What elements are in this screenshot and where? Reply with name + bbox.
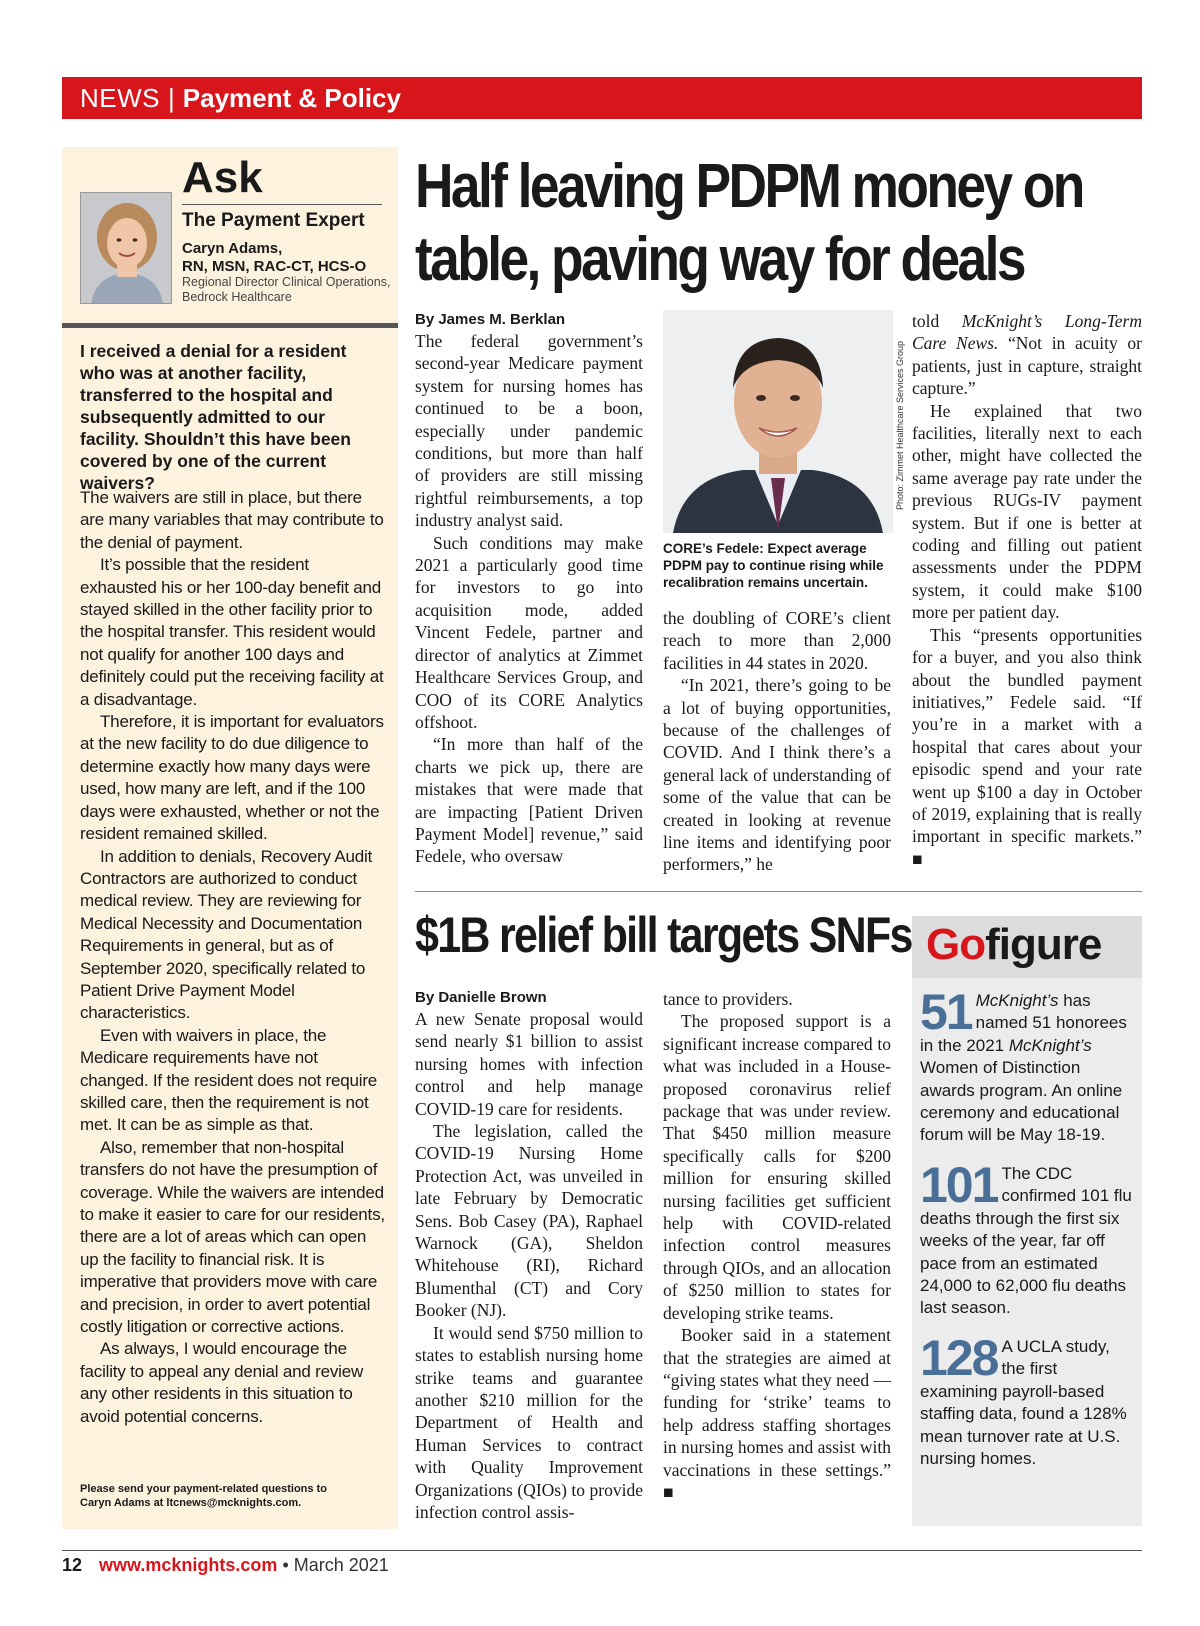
expert-portrait: [80, 192, 172, 304]
send-note-line: Caryn Adams at ltcnews@mcknights.com.: [80, 1497, 302, 1509]
stat-text: The CDC confirmed 101 flu deaths through the first six weeks of the year, far off pace from an estimated 24,000 to 62,000 flu deaths last season.: [920, 1164, 1132, 1318]
article2-headline: $1B relief bill targets SNFs: [415, 907, 912, 963]
article-paragraph: He explained that two facilities, literally next to each other, might have collected the same average pay rate under the previous RUGs-IV payment system. But if one is better at coding and filling out patient assessments under the PDPM system, it could make $100 more per patient day.: [912, 400, 1142, 623]
article-column-3: [912, 310, 1142, 870]
stat-text: A UCLA study, the first examining payroll-based staffing data, found a 128% mean turnover rate at U.S. nursing homes.: [920, 1337, 1127, 1469]
publication-name: McKnight’s: [1008, 1035, 1092, 1055]
article-paragraph: “In more than half of the charts we pick up, there are mistakes that were made that are impacting [Patient Driven Payment Model] revenue,” said Fedele, who oversaw: [415, 734, 643, 867]
article-paragraph: [912, 310, 1142, 400]
article-paragraph: Booker said in a statement that the strategies are aimed at “giving states what they need — funding for ‘strike’ teams to help address staffing shortages in nursing homes and assist with vaccinations in these settings.” ■: [663, 1325, 891, 1502]
publication-name: McKnight’s: [975, 991, 1059, 1010]
ask-rule: [182, 204, 382, 205]
go-figure-title: [926, 920, 1101, 970]
article-paragraph: The federal government’s second-year Medicare payment system for nursing homes has continued to be a boon, especially under pandemic conditions, but more than half of providers are still missing rightful reimbursements, a top industry analyst said.: [415, 331, 643, 531]
article-paragraph: A new Senate proposal would send nearly $1 billion to assist nursing homes with infection control and help manage COVID-19 care for residents.: [415, 1009, 643, 1119]
figure-word: figure: [985, 920, 1102, 969]
expert-title: The Payment Expert: [182, 210, 365, 231]
article-paragraph: “In 2021, there’s going to be a lot of buying opportunities, because of the challenges of COVID. And I think there’s a general lack of understanding of some of the value that can be created in looking at revenue line items and identifying poor performers,” he: [663, 675, 891, 875]
page-number: 12: [62, 1555, 83, 1575]
expert-company: Bedrock Healthcare: [182, 290, 292, 304]
issue-date: March 2021: [293, 1555, 389, 1575]
stat-text: has named 51 honorees in the 2021: [920, 991, 1127, 1055]
answer-paragraph: The waivers are still in place, but there are many variables that may contribute to the denial of payment.: [80, 488, 384, 552]
page-footer: [62, 1555, 389, 1576]
expert-credentials: RN, MSN, RAC-CT, HCS-O: [182, 258, 367, 275]
publication-name: McKnight’s Long-Term Care News.: [912, 311, 1142, 354]
ask-expert-sidebar: [62, 147, 398, 1529]
article-paragraph: The proposed support is a significant increase compared to what was included in a House-proposed coronavirus relief package that was under review. That $450 million measure specifically calls for $200 million for ensuring skilled nursing facilities get sufficient help with COVID-related infection control measures through QIOs, and an allocation of $250 million to states for developing strike teams.: [663, 1011, 891, 1323]
article-divider: [415, 891, 1142, 892]
go-figure-header: [912, 916, 1142, 978]
website-link[interactable]: www.mcknights.com: [99, 1555, 278, 1575]
article2-column-2: [663, 988, 891, 1503]
reader-question: I received a denial for a resident who was at another facility, transferred to the hospital and subsequently admitted to our facility. Shouldn’t this have been covered by one of the current waivers?: [80, 341, 351, 493]
article2-column-1: [415, 988, 643, 1523]
expert-role: Regional Director Clinical Operations,: [182, 275, 391, 289]
article-headline: [415, 150, 1083, 296]
section-header-bar: [62, 77, 1142, 119]
footer-bullet: •: [282, 1555, 294, 1575]
byline: By Danielle Brown: [415, 989, 547, 1006]
footer-rule: [62, 1550, 1142, 1551]
ask-word: Ask: [182, 153, 263, 202]
send-questions-note: [80, 1482, 386, 1510]
stat-number: 101: [920, 1157, 998, 1213]
text-run: told: [912, 311, 962, 331]
article-paragraph: tance to providers.: [663, 989, 793, 1009]
section-title: Payment & Policy: [182, 82, 401, 113]
article-column-2: [663, 607, 891, 876]
stat-number: 128: [920, 1330, 998, 1386]
byline: By James M. Berklan: [415, 311, 566, 328]
portrait-image: [81, 193, 172, 304]
expert-role-block: [182, 275, 392, 305]
stat-text: Women of Distinction awards program. An online ceremony and educational forum will be May 18-19.: [920, 1058, 1123, 1145]
answer-paragraph: As always, I would encourage the facility to appeal any denial and review any other residents in this situation to avoid potential concerns.: [80, 1339, 364, 1426]
answer-paragraph: Even with waivers in place, the Medicare requirements have not changed. If the resident does not require skilled care, then the requirement is not met. It can be as simple as that.: [80, 1025, 378, 1135]
article-paragraph: It would send $750 million to states to establish nursing home strike teams and guarantee another $210 million for the Department of Health and Human Services to contract with Quality Improvement Organizations (QIOs) to provide infection control assis-: [415, 1322, 643, 1522]
answer-paragraph: It’s possible that the resident exhausted his or her 100-day benefit and stayed skilled in the other facility prior to the hospital transfer. This resident would not qualify for another 100 days and definitely could put the receiving facility at a disadvantage.: [80, 555, 384, 709]
go-word: Go: [926, 920, 986, 969]
article-paragraph: This “presents opportunities for a buyer, and you also think about the bundled payment initiatives,” Fedele said. “If you’re in a market with a hospital that cares about your episodic spend and your rate went up $100 a day in October of 2019, explaining that is really important in specific markets.” ■: [912, 624, 1142, 869]
headline-line: table, paving way for deals: [415, 225, 1024, 294]
stat-item: [920, 1330, 1138, 1470]
stat-item: [920, 984, 1138, 1147]
sidebar-divider: [62, 323, 398, 328]
answer-paragraph: In addition to denials, Recovery Audit Contractors are authorized to conduct medical review. They are reviewing for Medical Necessity and Documentation Requirements in general, but as of September 2020, specifically related to Patient Drive Payment Model characteristics.: [80, 846, 373, 1023]
answer-paragraph: Therefore, it is important for evaluators at the new facility to do due diligence to determine exactly how many days were used, how many are left, and if the 100 days were exhausted, whether or not the resident remained skilled.: [80, 712, 384, 844]
send-note-line: Please send your payment-related questions to: [80, 1483, 327, 1495]
expert-answer: [80, 487, 386, 1428]
fedele-photo-image: [663, 310, 893, 533]
article-paragraph: Such conditions may make 2021 a particularly good time for investors to go into acquisition mode, added Vincent Fedele, partner and director of analytics at Zimmet Healthcare Services Group, and COO of its CORE Analytics offshoot.: [415, 532, 643, 732]
photo-credit: Photo: Zimmet Healthcare Services Group: [895, 340, 905, 510]
article-paragraph: the doubling of CORE’s client reach to more than 2,000 facilities in 44 states in 2020.: [663, 608, 891, 673]
article-paragraph: The legislation, called the COVID-19 Nursing Home Protection Act, was unveiled in late February by Democratic Sens. Bob Casey (PA), Raphael Warnock (GA), Sheldon Whitehouse (RI), Richard Blumenthal (CT) and Cory Booker (NJ).: [415, 1121, 643, 1321]
fedele-photo: [663, 310, 893, 533]
article-column-1: [415, 310, 643, 868]
stat-number: 51: [920, 984, 972, 1040]
header-separator: |: [168, 82, 175, 113]
go-figure-box: [912, 916, 1142, 1526]
news-label: NEWS: [80, 82, 160, 113]
expert-name: Caryn Adams,: [182, 240, 283, 257]
answer-paragraph: Also, remember that non-hospital transfers do not have the presumption of coverage. While the waivers are intended to make it easier to care for our residents, there are a lot of areas which can open up the facility to financial risk. It is imperative that providers move with care and precision, in order to avert potential costly litigation or corrective actions.: [80, 1137, 385, 1337]
stat-item: [920, 1157, 1138, 1320]
ask-expert-header: [62, 147, 398, 329]
expert-name-block: [182, 240, 392, 276]
headline-line: Half leaving PDPM money on: [415, 152, 1083, 221]
photo-caption: CORE’s Fedele: Expect average PDPM pay to continue rising while recalibration remains uncertain.: [663, 541, 884, 590]
text-run: “Not in acuity or patients, just in capture, straight capture.”: [912, 333, 1142, 399]
